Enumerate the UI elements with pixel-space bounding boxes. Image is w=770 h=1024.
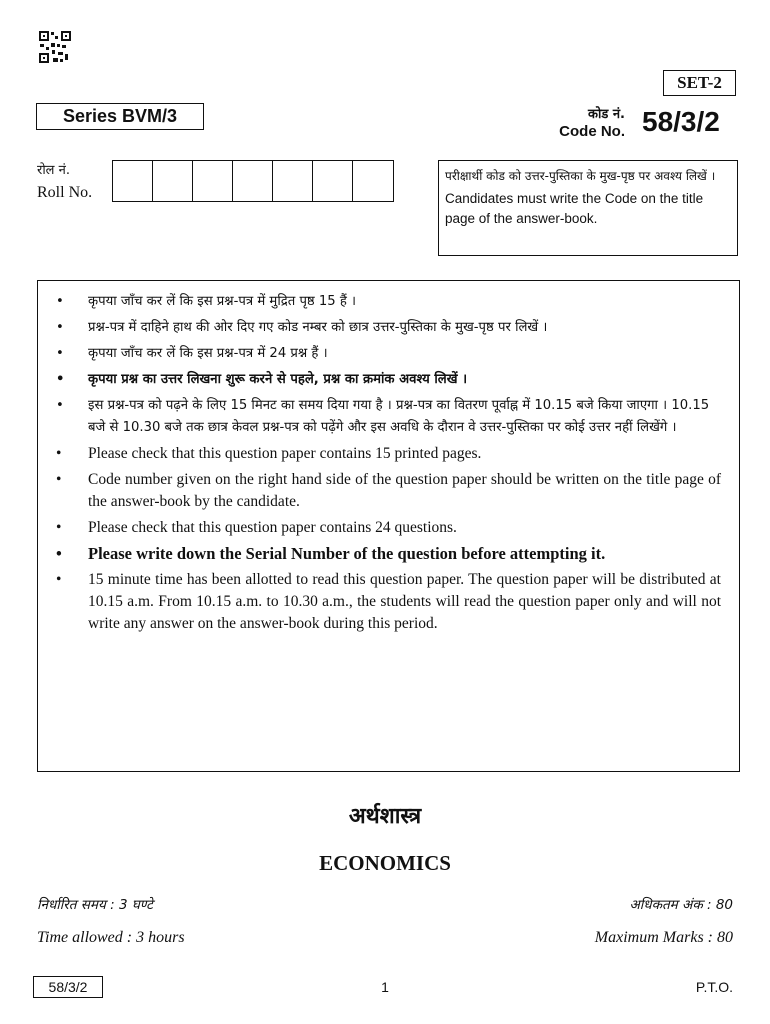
instruction-serial: • Please write down the Serial Number of the question before attempting it.: [54, 543, 721, 565]
set-label: SET-2: [663, 70, 736, 96]
series-label: Series BVM/3: [36, 103, 204, 130]
code-note-english: Candidates must write the Code on the title page of the answer-book.: [445, 191, 704, 226]
subject-title-hindi: अर्थशास्त्र: [348, 804, 422, 829]
footer-code: 58/3/2: [33, 976, 103, 998]
instruction-hindi-serial: • कृपया प्रश्न का उत्तर लिखना शुरू करने से पहले, प्रश्न का क्रमांक अवश्य लिखें ।: [54, 369, 721, 391]
maximum-marks-hindi: अधिकतम अंक : 80: [629, 897, 733, 913]
roll-digit-box[interactable]: [353, 161, 393, 201]
instruction-pages: • Please check that this question paper contains 15 printed pages.: [54, 443, 721, 465]
instruction-hindi-questions: • कृपया जाँच कर लें कि इस प्रश्न-पत्र में 24 प्रश्न हैं ।: [54, 343, 721, 365]
time-allowed: Time allowed : 3 hours: [37, 929, 185, 946]
roll-digit-box[interactable]: [273, 161, 313, 201]
roll-digit-box[interactable]: [153, 161, 193, 201]
time-allowed-hindi: निर्धारित समय : 3 घण्टे: [37, 897, 153, 913]
instructions-list: [54, 291, 721, 635]
instruction-reading-time: • 15 minute time has been allotted to read this question paper. The question paper will be distributed at 10.15 a.m. From 10.15 a.m. to 10.30 a.m., the students will read the question paper only and will not write any answer on the answer-book during this period.: [54, 569, 721, 635]
roll-label: Roll No.: [37, 184, 93, 201]
subject-title: ECONOMICS: [319, 851, 451, 875]
instruction-code: • Code number given on the right hand side of the question paper should be written on the title page of the answer-book by the candidate.: [54, 469, 721, 513]
instruction-hindi-pages: • कृपया जाँच कर लें कि इस प्रश्न-पत्र में मुद्रित पृष्ठ 15 हैं ।: [54, 291, 721, 313]
code-number: 58/3/2: [642, 106, 720, 137]
roll-label-hindi: रोल नं.: [37, 163, 70, 178]
qr-code-icon: [38, 30, 72, 64]
roll-digit-box[interactable]: [313, 161, 353, 201]
roll-digit-box[interactable]: [233, 161, 273, 201]
maximum-marks: Maximum Marks : 80: [594, 929, 733, 946]
instruction-hindi-reading-time: • इस प्रश्न-पत्र को पढ़ने के लिए 15 मिनट का समय दिया गया है । प्रश्न-पत्र का वितरण पूर्वाह्न में 10.15 बजे किया जाएगा । 10.15 बजे से 10.30 बजे तक छात्र केवल प्रश्न-पत्र को पढ़ेंगे और इस अवधि के दौरान वे उत्तर-पुस्तिका पर कोई उत्तर नहीं लिखेंगे ।: [54, 395, 721, 439]
instruction-questions: • Please check that this question paper contains 24 questions.: [54, 517, 721, 539]
code-note-hindi: परीक्षार्थी कोड को उत्तर-पुस्तिका के मुख-पृष्ठ पर अवश्य लिखें ।: [445, 169, 716, 183]
instruction-hindi-code: • प्रश्न-पत्र में दाहिने हाथ की ओर दिए गए कोड नम्बर को छात्र उत्तर-पुस्तिका के मुख-पृष्ठ पर लिखें ।: [54, 317, 721, 339]
instructions-box: [37, 280, 740, 772]
roll-digit-box[interactable]: [113, 161, 153, 201]
page-number: 1: [381, 979, 389, 995]
roll-number-boxes[interactable]: [112, 160, 394, 202]
please-turn-over: P.T.O.: [695, 979, 733, 995]
code-label-hindi: कोड नं.: [588, 107, 625, 122]
code-note-box: [438, 160, 738, 256]
code-label: Code No.: [559, 123, 625, 140]
roll-digit-box[interactable]: [193, 161, 233, 201]
